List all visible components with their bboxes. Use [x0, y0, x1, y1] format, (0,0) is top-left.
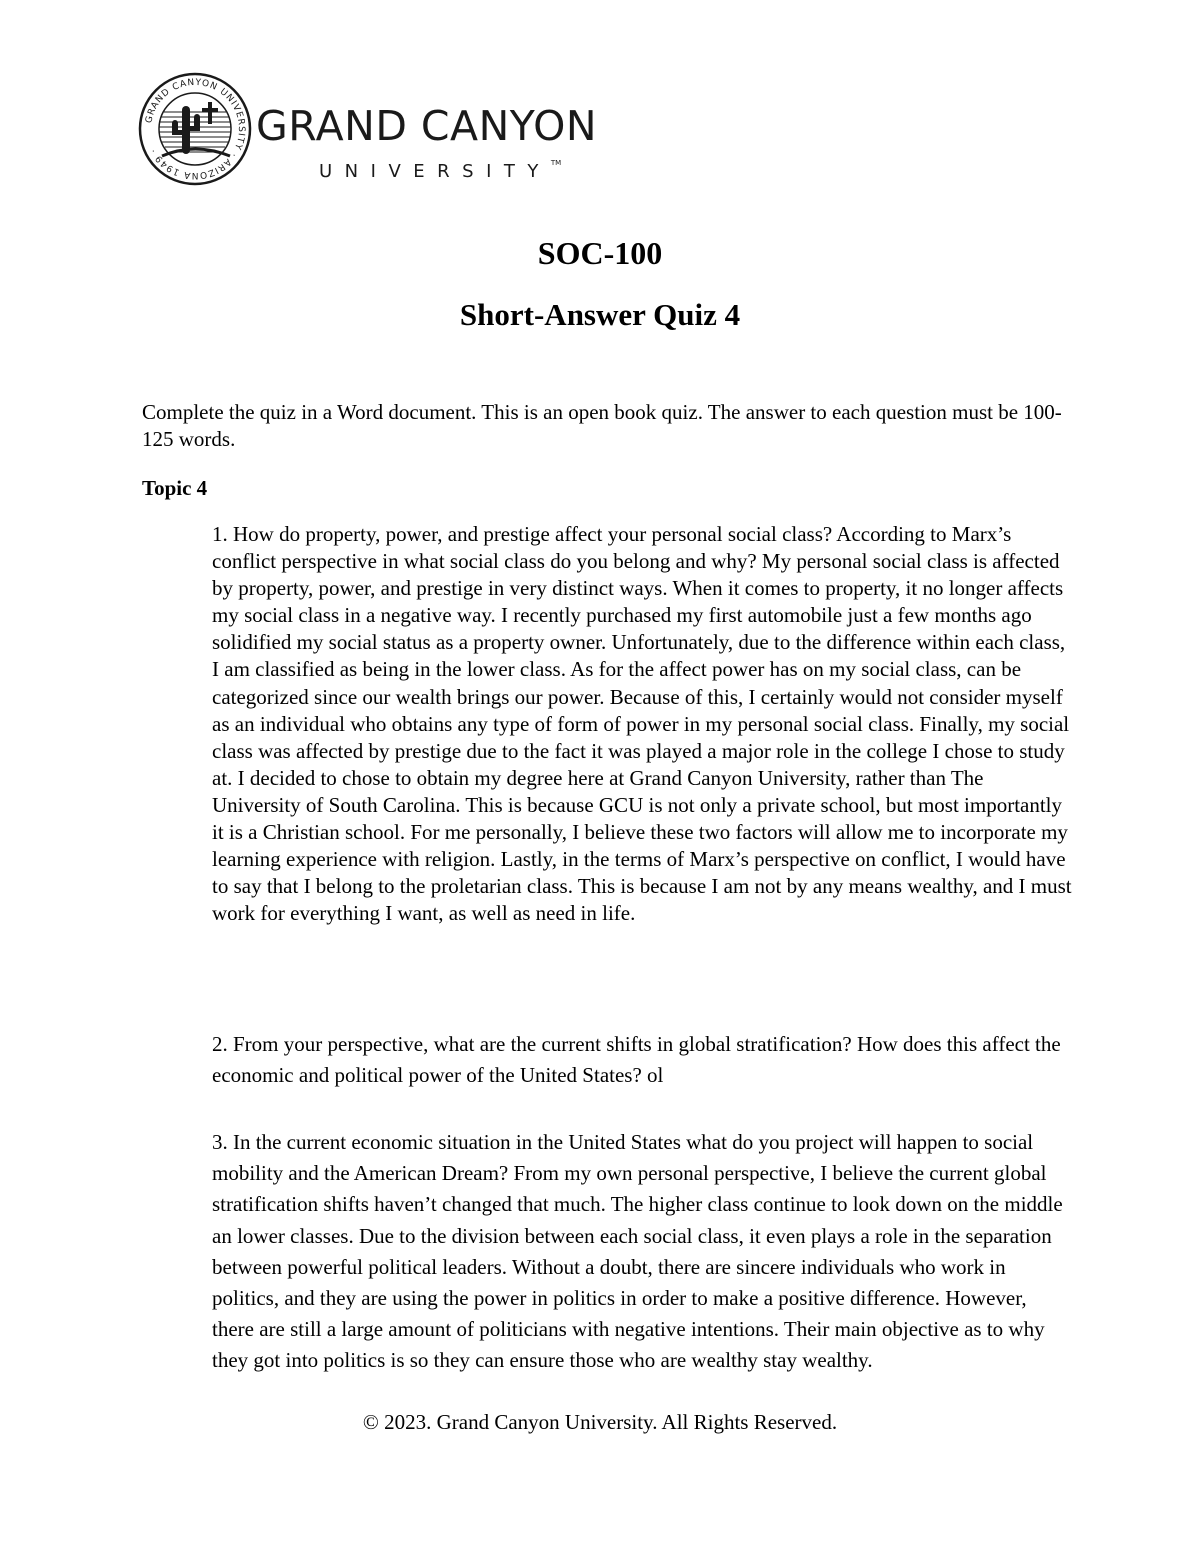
university-logo: [138, 72, 618, 192]
quiz-instructions: Complete the quiz in a Word document. This is an open book quiz. The answer to each question must be 100-125 words.: [142, 400, 1062, 451]
copyright-footer: © 2023. Grand Canyon University. All Rights Reserved.: [362, 1410, 838, 1434]
logo-wordmark-grand-canyon: GRAND CANYON: [256, 102, 598, 150]
question-1: 1. How do property, power, and prestige affect your personal social class? According to Marx’s conflict perspective in what social class do you belong and why? My personal social class is affected by property, power, and prestige in very distinct ways. When it comes to property, it no longer affects my social class in a negative way. I recently purchased my first automobile just a few months ago solidified my social status as a property owner. Unfortunately, due to the difference within each class, I am classified as being in the lower class. As for the affect power has on my social class, can be categorized since our wealth brings our power. Because of this, I certainly would not consider myself as an individual who obtains any type of form of power in my personal social class. Finally, my social class was affected by prestige due to the fact it was played a major role in the college I chose to study at. I decided to chose to obtain my degree here at Grand Canyon University, rather than The University of South Carolina. This is because GCU is not only a private school, but most importantly it is a Christian school. For me personally, I believe these two factors will allow me to incorporate my learning experience with religion. Lastly, in the terms of Marx’s perspective on conflict, I would have to say that I belong to the proletarian class. This is because I am not by any means wealthy, and I must work for everything I want, as well as need in life.: [212, 522, 1072, 926]
topic-heading: Topic 4: [142, 476, 208, 500]
course-code-heading: SOC-100: [537, 235, 663, 271]
trademark-symbol: TM: [550, 159, 562, 167]
question-2: 2. From your perspective, what are the current shifts in global stratification? How does this affect the economic and political power of the United States? ol: [212, 1032, 1061, 1087]
university-seal-icon: [138, 72, 252, 186]
quiz-title-heading: Short-Answer Quiz 4: [459, 297, 741, 332]
svg-text:GRAND CANYON UNIVERSITY · ARIZ: GRAND CANYON UNIVERSITY · ARIZONA 1949 ·: [144, 77, 247, 181]
logo-wordmark-university: UNIVERSITY™: [319, 159, 562, 182]
question-3: 3. In the current economic situation in the United States what do you project will happen to social mobility and the American Dream? From my own personal perspective, I believe the current global stratification shifts haven’t changed that much. The higher class continue to look down on the middle an lower classes. Due to the division between each social class, it even plays a role in the separation between powerful political leaders. Without a doubt, there are sincere individuals who work in politics, and they are using the power in politics in order to make a positive difference. However, there are still a large amount of politicians with negative intentions. Their main objective as to why they got into politics is so they can ensure those who are wealthy stay wealthy.: [212, 1130, 1063, 1373]
